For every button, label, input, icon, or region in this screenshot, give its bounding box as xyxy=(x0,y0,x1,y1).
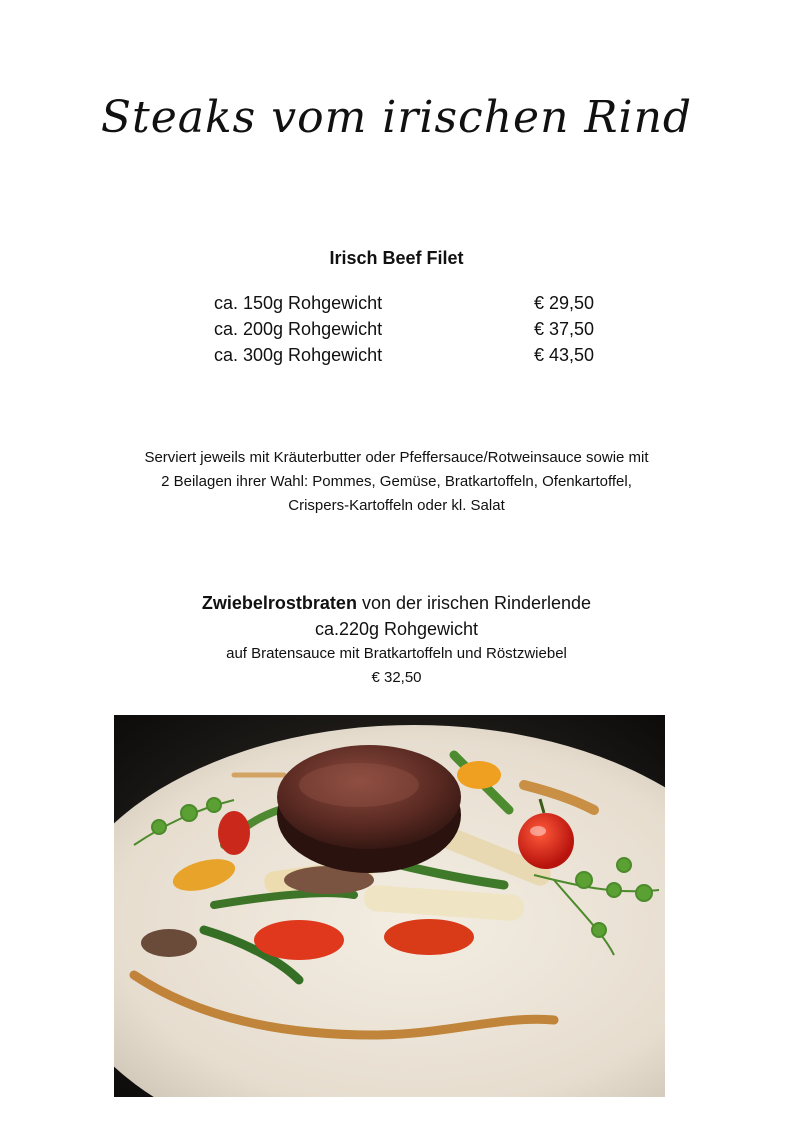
steak-photo xyxy=(114,715,665,1097)
steak-photo-illustration xyxy=(114,715,665,1097)
filet-heading: Irisch Beef Filet xyxy=(329,248,464,268)
weight-label: ca. 300g Rohgewicht xyxy=(214,345,383,365)
dish-suffix: von der irischen Rinderlende xyxy=(356,593,592,613)
served-line: 2 Beilagen ihrer Wahl: Pommes, Gemüse, Bratkartoffeln, Ofenkartoffel, xyxy=(161,473,632,490)
dish-weight: ca.220g Rohgewicht xyxy=(314,619,479,639)
zwiebelrostbraten-section xyxy=(0,590,793,690)
price-label: € 37,50 xyxy=(533,319,594,339)
price-row xyxy=(214,316,594,342)
served-description xyxy=(90,446,703,518)
page-title: Steaks vom irischen Rind xyxy=(100,92,693,143)
weight-label: ca. 150g Rohgewicht xyxy=(214,293,383,313)
price-label: € 43,50 xyxy=(533,345,594,365)
dish-price: € 32,50 xyxy=(371,669,422,686)
served-line: Serviert jeweils mit Kräuterbutter oder Pfeffersauce/Rotweinsauce sowie mit xyxy=(144,449,649,466)
price-row xyxy=(214,290,594,316)
weight-label: ca. 200g Rohgewicht xyxy=(214,319,383,339)
dish-title-line xyxy=(0,590,793,616)
filet-price-table xyxy=(214,290,594,368)
price-label: € 29,50 xyxy=(533,293,594,313)
price-row xyxy=(214,342,594,368)
dish-description: auf Bratensauce mit Bratkartoffeln und Röstzwiebel xyxy=(226,645,567,662)
served-line: Crispers-Kartoffeln oder kl. Salat xyxy=(288,497,505,514)
dish-name: Zwiebelrostbraten xyxy=(201,593,357,613)
